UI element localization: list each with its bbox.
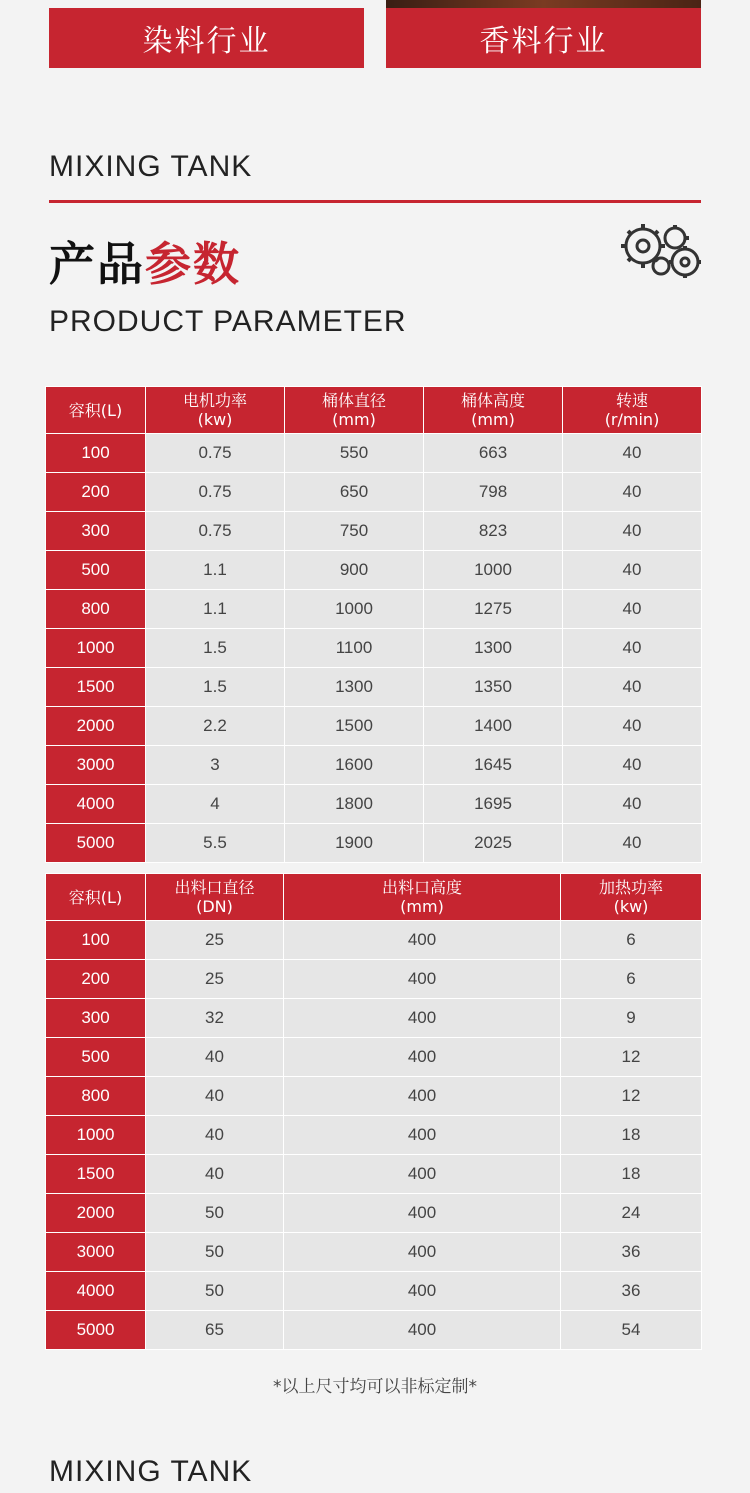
capacity-cell: 1500 [46, 668, 146, 707]
title-part2: 参数 [145, 237, 241, 291]
table-cell: 3 [146, 746, 285, 785]
table-cell: 900 [285, 551, 424, 590]
column-header [561, 874, 702, 921]
table-cell: 50 [146, 1272, 284, 1311]
capacity-cell: 800 [46, 590, 146, 629]
column-header-text: 转速 [615, 391, 648, 410]
table-cell: 1000 [424, 551, 563, 590]
table-cell: 40 [563, 746, 702, 785]
column-header-text: 出料口高度 [381, 878, 462, 897]
industry-button-dye[interactable]: 染料行业 [49, 8, 364, 68]
table-cell: 36 [561, 1272, 702, 1311]
table-row [46, 512, 702, 551]
table-cell: 18 [561, 1116, 702, 1155]
capacity-cell: 3000 [46, 1233, 146, 1272]
table-cell: 400 [284, 1077, 561, 1116]
column-header-text: (mm) [471, 410, 515, 429]
table-cell: 40 [563, 707, 702, 746]
table-cell: 1000 [285, 590, 424, 629]
column-header [284, 874, 561, 921]
column-header-text: (mm) [332, 410, 376, 429]
column-header-text: (kw) [197, 410, 233, 429]
table-cell: 0.75 [146, 434, 285, 473]
table-row [46, 434, 702, 473]
table-row [46, 1155, 702, 1194]
table-cell: 798 [424, 473, 563, 512]
table-row [46, 960, 702, 999]
table-cell: 36 [561, 1233, 702, 1272]
column-header [46, 874, 146, 921]
table-cell: 400 [284, 1194, 561, 1233]
divider [49, 200, 701, 203]
table-row [46, 473, 702, 512]
table-cell: 0.75 [146, 473, 285, 512]
column-header-text: 桶体高度 [460, 391, 525, 410]
table-cell: 9 [561, 999, 702, 1038]
customization-note: *以上尺寸均可以非标定制* [273, 1377, 477, 1397]
capacity-cell: 4000 [46, 785, 146, 824]
table-cell: 1400 [424, 707, 563, 746]
column-header [563, 387, 702, 434]
capacity-cell: 500 [46, 1038, 146, 1077]
column-header [146, 874, 284, 921]
table-cell: 650 [285, 473, 424, 512]
section-label-bottom: MIXING TANK [49, 1455, 253, 1488]
column-header [424, 387, 563, 434]
table-cell: 18 [561, 1155, 702, 1194]
column-header-text: 电机功率 [182, 391, 247, 410]
column-header [146, 387, 285, 434]
parameter-table-1 [45, 386, 702, 863]
column-header-text: (mm) [400, 897, 444, 916]
table-cell: 400 [284, 1311, 561, 1350]
table-cell: 1.5 [146, 668, 285, 707]
table-cell: 1300 [424, 629, 563, 668]
capacity-cell: 500 [46, 551, 146, 590]
capacity-cell: 5000 [46, 1311, 146, 1350]
capacity-cell: 800 [46, 1077, 146, 1116]
capacity-cell: 100 [46, 434, 146, 473]
capacity-cell: 2000 [46, 707, 146, 746]
table-cell: 1.1 [146, 590, 285, 629]
table-cell: 6 [561, 921, 702, 960]
table-cell: 25 [146, 960, 284, 999]
capacity-cell: 200 [46, 960, 146, 999]
table-row [46, 999, 702, 1038]
table-cell: 1300 [285, 668, 424, 707]
column-header-text: (kw) [613, 897, 649, 916]
table-row [46, 629, 702, 668]
table-cell: 1350 [424, 668, 563, 707]
industry-photo-edge [386, 0, 701, 8]
table-cell: 1645 [424, 746, 563, 785]
table-cell: 2025 [424, 824, 563, 863]
capacity-cell: 200 [46, 473, 146, 512]
table-cell: 12 [561, 1077, 702, 1116]
table-row [46, 1116, 702, 1155]
table-cell: 0.75 [146, 512, 285, 551]
capacity-cell: 2000 [46, 1194, 146, 1233]
table-cell: 40 [563, 629, 702, 668]
column-header-text: 容积(L) [68, 400, 123, 420]
industry-button-fragrance[interactable]: 香料行业 [386, 8, 701, 68]
table-row [46, 1311, 702, 1350]
capacity-cell: 100 [46, 921, 146, 960]
table-cell: 400 [284, 999, 561, 1038]
column-header-text: 加热功率 [598, 878, 663, 897]
table-cell: 400 [284, 1038, 561, 1077]
table-cell: 750 [285, 512, 424, 551]
capacity-cell: 5000 [46, 824, 146, 863]
table-cell: 25 [146, 921, 284, 960]
page-title [49, 228, 241, 294]
table-cell: 12 [561, 1038, 702, 1077]
table-row [46, 590, 702, 629]
gears-icon [615, 220, 707, 282]
table-row [46, 1038, 702, 1077]
table-cell: 400 [284, 1233, 561, 1272]
column-header [46, 387, 146, 434]
table-cell: 24 [561, 1194, 702, 1233]
table-row [46, 551, 702, 590]
table-cell: 1275 [424, 590, 563, 629]
table-row [46, 1194, 702, 1233]
column-header-text: 容积(L) [68, 887, 123, 907]
column-header-text: 桶体直径 [321, 391, 386, 410]
table-cell: 40 [563, 590, 702, 629]
capacity-cell: 4000 [46, 1272, 146, 1311]
page-subtitle: PRODUCT PARAMETER [49, 305, 407, 338]
table-row [46, 707, 702, 746]
table-cell: 40 [563, 668, 702, 707]
table-cell: 32 [146, 999, 284, 1038]
table-cell: 40 [563, 824, 702, 863]
table-cell: 40 [563, 512, 702, 551]
column-header-text: 出料口直径 [174, 878, 255, 897]
table-cell: 823 [424, 512, 563, 551]
title-part1: 产品 [49, 237, 145, 291]
table-cell: 1600 [285, 746, 424, 785]
capacity-cell: 1000 [46, 629, 146, 668]
table-cell: 4 [146, 785, 285, 824]
table-cell: 1695 [424, 785, 563, 824]
table-cell: 1900 [285, 824, 424, 863]
table-row [46, 746, 702, 785]
column-header-text: (DN) [196, 897, 233, 916]
parameter-table-2 [45, 873, 702, 1350]
table-row [46, 1077, 702, 1116]
table-cell: 40 [563, 473, 702, 512]
capacity-cell: 3000 [46, 746, 146, 785]
table-cell: 1500 [285, 707, 424, 746]
table-row [46, 785, 702, 824]
capacity-cell: 1000 [46, 1116, 146, 1155]
table-cell: 400 [284, 1116, 561, 1155]
table-row [46, 921, 702, 960]
table-cell: 5.5 [146, 824, 285, 863]
table-cell: 40 [563, 551, 702, 590]
table-cell: 1.1 [146, 551, 285, 590]
table-cell: 2.2 [146, 707, 285, 746]
table-cell: 50 [146, 1233, 284, 1272]
table-cell: 50 [146, 1194, 284, 1233]
table-row [46, 824, 702, 863]
capacity-cell: 1500 [46, 1155, 146, 1194]
table-cell: 1100 [285, 629, 424, 668]
column-header [285, 387, 424, 434]
table-cell: 40 [563, 785, 702, 824]
table-cell: 40 [146, 1077, 284, 1116]
column-header-text: (r/min) [604, 410, 660, 429]
table-row [46, 668, 702, 707]
table-row [46, 1233, 702, 1272]
table-cell: 40 [146, 1155, 284, 1194]
capacity-cell: 300 [46, 512, 146, 551]
table-cell: 400 [284, 921, 561, 960]
table-cell: 40 [563, 434, 702, 473]
table-cell: 40 [146, 1116, 284, 1155]
table-cell: 550 [285, 434, 424, 473]
table-row [46, 1272, 702, 1311]
table-cell: 1.5 [146, 629, 285, 668]
section-label: MIXING TANK [49, 150, 253, 183]
table-cell: 400 [284, 1155, 561, 1194]
table-cell: 65 [146, 1311, 284, 1350]
table-cell: 40 [146, 1038, 284, 1077]
table-cell: 1800 [285, 785, 424, 824]
table-cell: 6 [561, 960, 702, 999]
table-cell: 54 [561, 1311, 702, 1350]
table-cell: 663 [424, 434, 563, 473]
table-cell: 400 [284, 960, 561, 999]
capacity-cell: 300 [46, 999, 146, 1038]
table-cell: 400 [284, 1272, 561, 1311]
